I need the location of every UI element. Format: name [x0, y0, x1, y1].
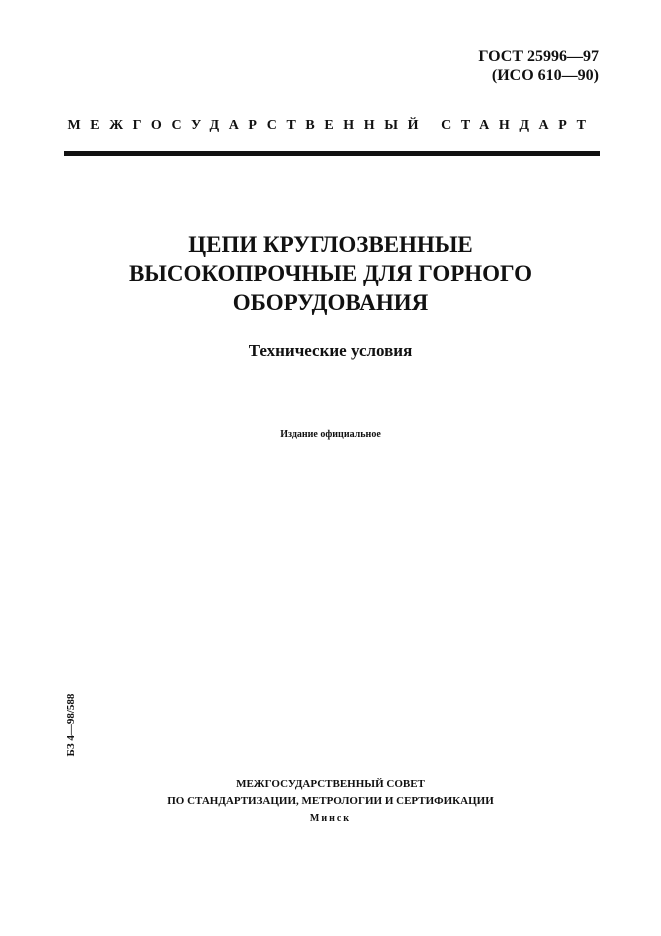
- heading-rule: [64, 151, 600, 156]
- publisher-line-2: ПО СТАНДАРТИЗАЦИИ, МЕТРОЛОГИИ И СЕРТИФИКАЦИИ: [167, 795, 494, 807]
- publisher-block: [40, 776, 621, 827]
- title-line-3: ОБОРУДОВАНИЯ: [232, 290, 429, 315]
- title-line-1: ЦЕПИ КРУГЛОЗВЕННЫЕ: [188, 232, 473, 257]
- publisher-city: Минск: [309, 813, 352, 824]
- document-title: [40, 230, 621, 317]
- standard-type-heading: МЕЖГОСУДАРСТВЕННЫЙ СТАНДАРТ: [67, 118, 596, 133]
- edition-note: Издание официальное: [280, 429, 381, 440]
- catalog-code: БЗ 4—98/588: [65, 693, 77, 757]
- document-subtitle: Технические условия: [248, 341, 413, 360]
- standard-designation: [478, 47, 599, 85]
- iso-reference: (ИСО 610—90): [491, 67, 599, 84]
- publisher-line-1: МЕЖГОСУДАРСТВЕННЫЙ СОВЕТ: [236, 778, 425, 790]
- standard-number: ГОСТ 25996—97: [478, 48, 599, 65]
- catalog-code-container: [64, 680, 78, 770]
- title-line-2: ВЫСОКОПРОЧНЫЕ ДЛЯ ГОРНОГО: [128, 261, 533, 286]
